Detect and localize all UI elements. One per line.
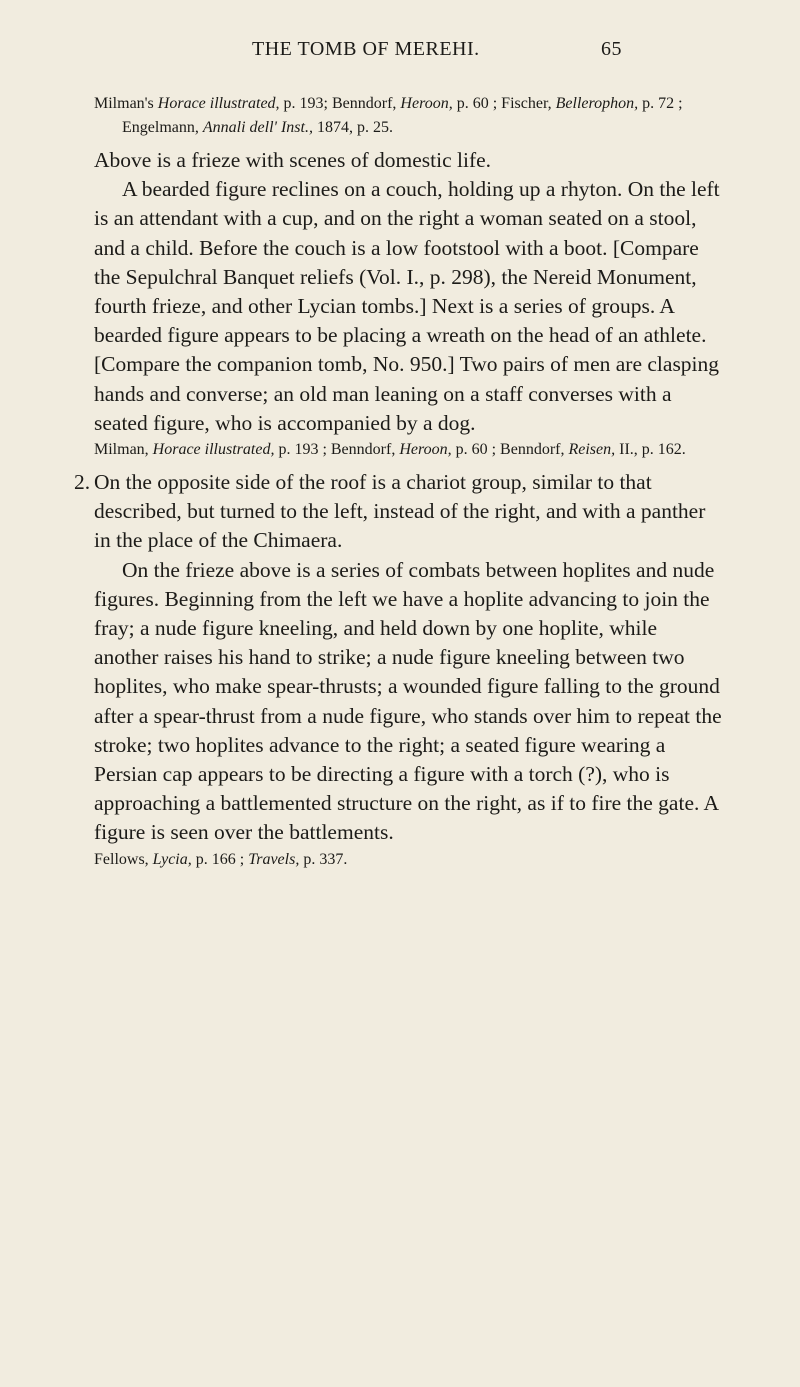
item-text: On the opposite side of the roof is a chariot group, similar to that described, but turned to the left, instead of the right, and with a panther in the place of the Chimaera. xyxy=(94,470,706,553)
numbered-item-2 xyxy=(74,468,724,556)
ref-title: Heroon, xyxy=(399,441,452,459)
ref-text: p. 166 ; xyxy=(191,850,249,868)
ref-text: p. 60 ; Benndorf, xyxy=(451,441,569,459)
item-number: 2. xyxy=(74,470,91,495)
ref-title: Horace illustrated, xyxy=(152,441,275,459)
paragraph-frieze-intro: Above is a frieze with scenes of domestic life. xyxy=(94,148,492,172)
ref-text: p. 337. xyxy=(299,850,348,868)
ref-text: p. 193 ; Benndorf, xyxy=(274,441,400,459)
ref-text: 1874, p. 25. xyxy=(312,119,393,136)
ref-text: Milman, xyxy=(94,441,153,459)
page-number: 65 xyxy=(601,38,622,60)
paragraph-combats: On the frieze above is a series of combats between hoplites and nude figures. Beginning from the left we have a hoplite advancing to join the fray; a nude figure kneeling, and held down by one hoplite, while another raises his hand to strike; a nude figure kneeling between two hoplites, who make spear-thrusts; a wounded figure falling to the ground after a spear-thrust from a nude figure, who stands over him to repeat the stroke; two hoplites advance to the right; a seated figure wearing a Persian cap appears to be directing a figure with a torch (?), who is approaching a battlemented structure on the right, as if to fire the gate. A figure is seen over the battlements. xyxy=(94,557,722,845)
ref-text: Milman's xyxy=(94,95,158,112)
ref-text: p. 60 ; Fischer, xyxy=(452,95,556,112)
ref-text: Fellows, xyxy=(94,850,153,868)
ref-title: Travels, xyxy=(248,850,300,868)
reference-note-2 xyxy=(94,438,724,462)
ref-title: Horace illustrated, xyxy=(157,95,280,112)
text-block xyxy=(74,92,724,872)
reference-note-3 xyxy=(94,848,724,872)
running-title: THE TOMB OF MEREHI. xyxy=(252,38,480,60)
ref-title: Lycia, xyxy=(152,850,192,868)
ref-title: Heroon, xyxy=(400,95,453,112)
ref-text: p. 72 ; Engelmann, xyxy=(122,95,683,136)
ref-text: p. 193; Benndorf, xyxy=(279,95,401,112)
paragraph-domestic-scenes: A bearded figure reclines on a couch, holding up a rhyton. On the left is an attendant with a cup, and on the right a woman seated on a stool, and a child. Before the couch is a low footstool with a boot. [Compare the Sepulchral Banquet reliefs (Vol. I., p. 298), the Nereid Monument, fourth frieze, and other Lycian tombs.] Next is a series of groups. A bearded figure appears to be placing a wreath on the head of an athlete. [Compare the companion tomb, No. 950.] Two pairs of men are clasping hands and converse; an old man leaning on a staff converses with a seated figure, who is accompanied by a dog. xyxy=(94,177,720,435)
ref-title: Reisen, xyxy=(568,441,616,459)
reference-note-1 xyxy=(94,92,724,140)
ref-title: Bellerophon, xyxy=(555,95,639,112)
ref-title: Annali dell' Inst., xyxy=(202,119,313,136)
ref-text: II., p. 162. xyxy=(615,441,686,459)
